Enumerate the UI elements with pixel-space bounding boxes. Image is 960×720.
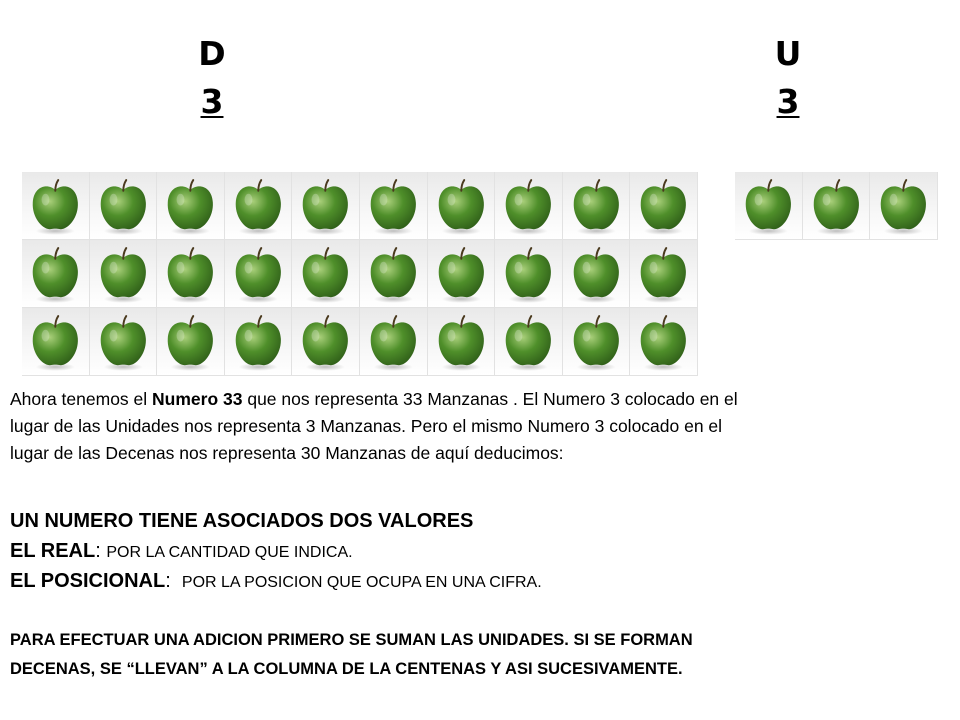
apple-icon: [360, 172, 427, 239]
paragraph-text-2: que nos representa 33 Manzanas . El Numero 3 colocado en el: [242, 389, 738, 409]
apple-icon: [22, 240, 89, 307]
apple-icon: [495, 308, 562, 375]
tens-apple-14: [225, 240, 293, 308]
apple-icon: [630, 172, 697, 239]
tens-apple-8: [495, 172, 563, 240]
apple-icon: [225, 240, 292, 307]
units-apple-2: [803, 172, 871, 240]
tens-apple-12: [90, 240, 158, 308]
rule-line-1: PARA EFECTUAR UNA ADICION PRIMERO SE SUMAN LAS UNIDADES. SI SE FORMAN: [10, 631, 693, 649]
apple-icon: [630, 240, 697, 307]
apple-icon: [225, 172, 292, 239]
apple-icon: [157, 172, 224, 239]
real-description: POR LA CANTIDAD QUE INDICA.: [106, 544, 353, 561]
apple-icon: [563, 240, 630, 307]
apple-icon: [495, 240, 562, 307]
tens-apple-13: [157, 240, 225, 308]
apple-icon: [225, 308, 292, 375]
apple-icon: [90, 308, 157, 375]
apple-icon: [157, 308, 224, 375]
tens-apple-15: [292, 240, 360, 308]
tens-apple-29: [563, 308, 631, 376]
tens-apple-20: [630, 240, 698, 308]
apple-icon: [870, 172, 937, 239]
apple-icon: [90, 172, 157, 239]
apple-icon: [563, 172, 630, 239]
apple-icon: [360, 240, 427, 307]
tens-apple-7: [428, 172, 496, 240]
apple-icon: [22, 308, 89, 375]
positional-value-line: [10, 566, 542, 598]
apple-icon: [157, 240, 224, 307]
paragraph-bold-number: Numero 33: [152, 389, 243, 409]
apple-icon: [428, 240, 495, 307]
apple-icon: [630, 308, 697, 375]
tens-apple-22: [90, 308, 158, 376]
tens-apple-16: [360, 240, 428, 308]
apple-icon: [803, 172, 870, 239]
tens-apple-grid: [22, 172, 698, 376]
tens-apple-28: [495, 308, 563, 376]
explanation-paragraph: [10, 386, 930, 467]
tens-apple-26: [360, 308, 428, 376]
apple-icon: [292, 172, 359, 239]
tens-apple-1: [22, 172, 90, 240]
apple-icon: [292, 240, 359, 307]
positional-description: POR LA POSICION QUE OCUPA EN UNA CIFRA.: [181, 574, 542, 591]
positional-colon: :: [165, 570, 182, 592]
real-colon: :: [95, 540, 107, 562]
apple-icon: [90, 240, 157, 307]
tens-apple-2: [90, 172, 158, 240]
tens-letter: D: [198, 34, 226, 73]
paragraph-line-3: lugar de las Decenas nos representa 30 Manzanas de aquí deducimos:: [10, 443, 564, 463]
positional-label: EL POSICIONAL: [10, 570, 166, 592]
tens-apple-10: [630, 172, 698, 240]
tens-column-header: [182, 30, 242, 126]
tens-apple-23: [157, 308, 225, 376]
real-label: EL REAL: [10, 540, 96, 562]
tens-apple-24: [225, 308, 293, 376]
values-headline: UN NUMERO TIENE ASOCIADOS DOS VALORES: [10, 510, 474, 532]
real-value-line: [10, 536, 353, 568]
tens-apple-4: [225, 172, 293, 240]
tens-apple-6: [360, 172, 428, 240]
apple-icon: [563, 308, 630, 375]
apple-icon: [495, 172, 562, 239]
apple-icon: [428, 308, 495, 375]
units-letter: U: [774, 34, 802, 73]
units-apple-3: [870, 172, 938, 240]
tens-apple-17: [428, 240, 496, 308]
apple-icon: [22, 172, 89, 239]
tens-apple-11: [22, 240, 90, 308]
paragraph-line-2: lugar de las Unidades nos representa 3 Manzanas. Pero el mismo Numero 3 colocado en el: [10, 416, 723, 436]
tens-apple-18: [495, 240, 563, 308]
apple-icon: [292, 308, 359, 375]
tens-apple-30: [630, 308, 698, 376]
tens-apple-3: [157, 172, 225, 240]
units-column-header: [758, 30, 818, 126]
tens-apple-9: [563, 172, 631, 240]
tens-apple-19: [563, 240, 631, 308]
apple-icon: [735, 172, 802, 239]
tens-apple-21: [22, 308, 90, 376]
tens-apple-5: [292, 172, 360, 240]
units-apple-grid: [735, 172, 938, 240]
paragraph-text-1: Ahora tenemos el: [10, 389, 153, 409]
addition-rule: [10, 626, 930, 684]
apple-icon: [428, 172, 495, 239]
tens-apple-27: [428, 308, 496, 376]
units-digit: 3: [776, 82, 800, 121]
units-apple-1: [735, 172, 803, 240]
apple-icon: [360, 308, 427, 375]
rule-line-2: DECENAS, SE “LLEVAN” A LA COLUMNA DE LA CENTENAS Y ASI SUCESIVAMENTE.: [10, 660, 683, 678]
tens-apple-25: [292, 308, 360, 376]
tens-digit: 3: [200, 82, 224, 121]
